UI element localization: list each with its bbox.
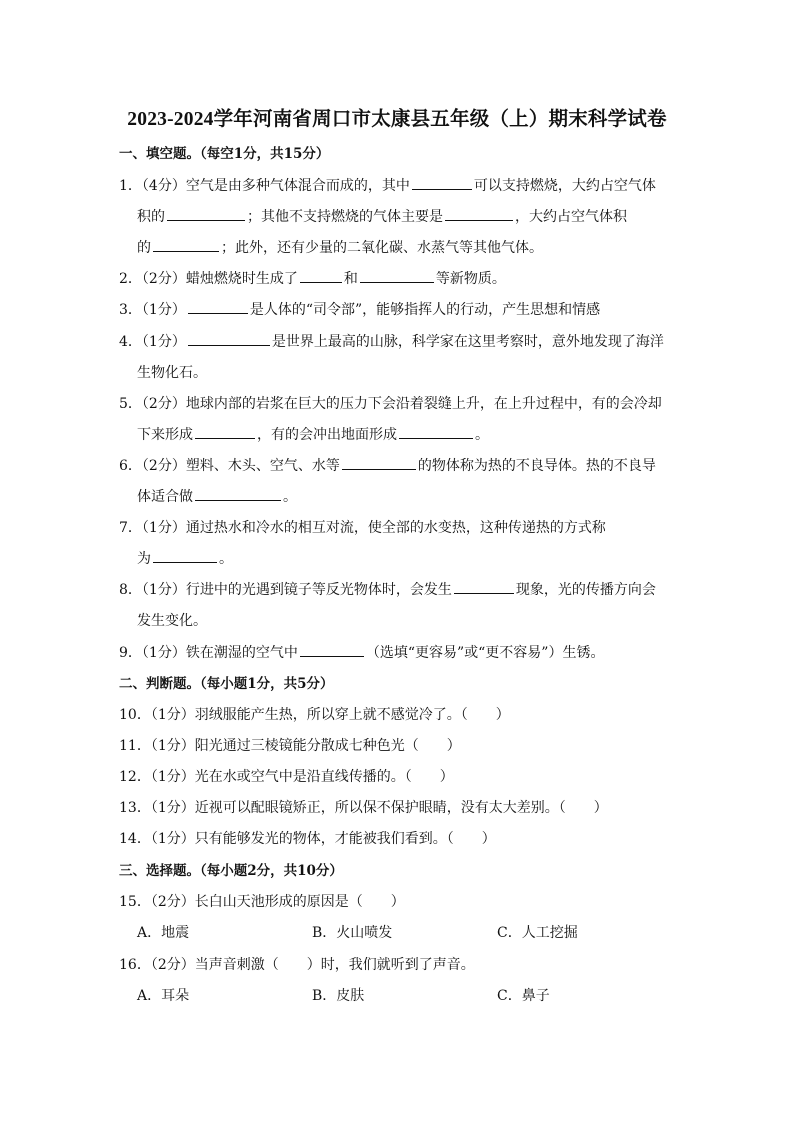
question-15-option-c[interactable]: C．人工挖掘 xyxy=(497,925,578,941)
section-fill-in-heading: 一、填空题。（每空1分，共15分） xyxy=(119,146,330,162)
question-4-line-1: 4．（1分） 是世界上最高的山脉，科学家在这里考察时，意外地发现了海洋 xyxy=(119,334,664,350)
question-8-line-1: 8．（1分）行进中的光遇到镜子等反光物体时，会发生 现象，光的传播方向会 xyxy=(119,582,656,598)
answer-blank[interactable] xyxy=(195,487,281,501)
question-7-line-1: 7．（1分）通过热水和冷水的相互对流，使全部的水变热，这种传递热的方式称 xyxy=(119,520,606,536)
question-16: 16．（2分）当声音刺激（ ）时，我们就听到了声音。 xyxy=(119,957,475,973)
question-7-line-2: 为 。 xyxy=(137,551,233,567)
answer-blank[interactable] xyxy=(300,269,342,283)
answer-blank[interactable] xyxy=(412,176,472,190)
answer-blank[interactable] xyxy=(360,269,434,283)
question-15: 15．（2分）长白山天池形成的原因是（ ） xyxy=(119,894,405,910)
question-6-line-1: 6．（2分）塑料、木头、空气、水等 的物体称为热的不良导体。热的不良导 xyxy=(119,458,656,474)
question-3: 3．（1分） 是人体的“司令部”，能够指挥人的行动，产生思想和情感 xyxy=(119,302,601,318)
answer-blank[interactable] xyxy=(188,300,248,314)
answer-blank[interactable] xyxy=(153,549,217,563)
section-multiple-choice-heading: 三、选择题。（每小题2分，共10分） xyxy=(119,863,343,879)
question-15-option-a[interactable]: A．地震 xyxy=(137,925,190,941)
answer-blank[interactable] xyxy=(399,425,473,439)
question-16-option-b[interactable]: B．皮肤 xyxy=(312,988,365,1004)
question-8-line-2: 发生变化。 xyxy=(137,613,207,629)
answer-blank[interactable] xyxy=(342,456,416,470)
answer-blank[interactable] xyxy=(195,425,255,439)
question-4-line-2: 生物化石。 xyxy=(137,365,207,381)
question-5-line-1: 5．（2分）地球内部的岩浆在巨大的压力下会沿着裂缝上升，在上升过程中，有的会冷却 xyxy=(119,396,662,412)
answer-blank[interactable] xyxy=(167,207,245,221)
question-6-line-2: 体适合做 。 xyxy=(137,489,297,505)
answer-blank[interactable] xyxy=(153,238,219,252)
question-11: 11．（1分）阳光通过三棱镜能分散成七种色光（ ） xyxy=(119,738,461,754)
question-10: 10．（1分）羽绒服能产生热，所以穿上就不感觉冷了。（ ） xyxy=(119,707,510,723)
question-5-line-2: 下来形成 ，有的会冲出地面形成 。 xyxy=(137,427,489,443)
question-16-option-a[interactable]: A．耳朵 xyxy=(137,988,190,1004)
section-true-false-heading: 二、判断题。（每小题1分，共5分） xyxy=(119,676,334,692)
answer-blank[interactable] xyxy=(188,332,270,346)
answer-blank[interactable] xyxy=(454,580,514,594)
question-9: 9．（1分）铁在潮湿的空气中 （选填“更容易”或“更不容易”）生锈。 xyxy=(119,645,605,661)
question-1-line-2: 积的 ；其他不支持燃烧的气体主要是 ，大约占空气体积 xyxy=(137,209,627,225)
question-13: 13．（1分）近视可以配眼镜矫正，所以保不保护眼睛，没有太大差别。（ ） xyxy=(119,800,608,816)
question-12: 12．（1分）光在水或空气中是沿直线传播的。（ ） xyxy=(119,769,454,785)
answer-blank[interactable] xyxy=(445,207,513,221)
question-15-option-b[interactable]: B．火山喷发 xyxy=(312,925,393,941)
question-1-line-3: 的 ；此外，还有少量的二氧化碳、水蒸气等其他气体。 xyxy=(137,240,543,256)
question-16-option-c[interactable]: C．鼻子 xyxy=(497,988,550,1004)
question-14: 14．（1分）只有能够发光的物体，才能被我们看到。（ ） xyxy=(119,831,496,847)
exam-title: 2023-2024学年河南省周口市太康县五年级（上）期末科学试卷 xyxy=(127,109,667,130)
question-1-line-1: 1．（4分）空气是由多种气体混合而成的，其中 可以支持燃烧，大约占空气体 xyxy=(119,178,656,194)
answer-blank[interactable] xyxy=(300,643,364,657)
question-2: 2．（2分）蜡烛燃烧时生成了 和 等新物质。 xyxy=(119,271,506,287)
